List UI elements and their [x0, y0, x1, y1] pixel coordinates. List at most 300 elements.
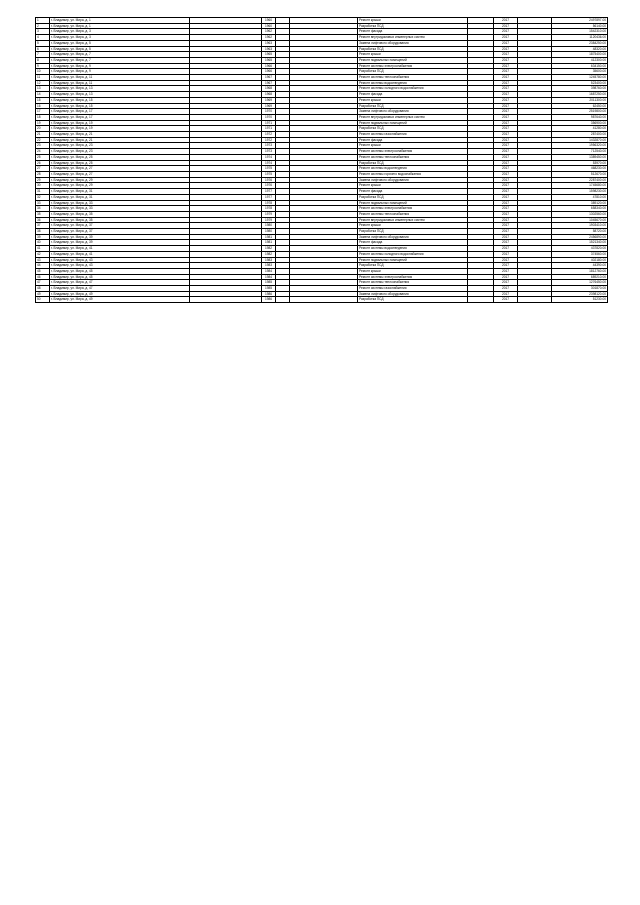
cost-cell: 1389450.00 [552, 154, 608, 160]
plan-year-cell: 2017 [494, 291, 518, 297]
address-cell: г. Владимир, ул. Мира, д. 15 [50, 97, 190, 103]
row-id-cell: 25 [36, 154, 50, 160]
address-cell: г. Владимир, ул. Мира, д. 35 [50, 217, 190, 223]
cost-cell: 1276450.00 [552, 280, 608, 286]
row-id-cell: 36 [36, 217, 50, 223]
row-id-cell: 47 [36, 280, 50, 286]
year-built-cell: 1985 [262, 280, 276, 286]
row-id-cell: 16 [36, 103, 50, 109]
cost-cell: 44390.00 [552, 263, 608, 269]
year-built-cell: 1965 [262, 57, 276, 63]
address-cell: г. Владимир, ул. Мира, д. 41 [50, 246, 190, 252]
work-type-cell: Замена лифтового оборудования [358, 291, 468, 297]
row-id-cell: 5 [36, 40, 50, 46]
year-built-cell: 1972 [262, 132, 276, 138]
cost-cell: 1120436.00 [552, 35, 608, 41]
year-built-cell: 1969 [262, 97, 276, 103]
cost-cell: 1245780.00 [552, 75, 608, 81]
address-cell: г. Владимир, ул. Мира, д. 7 [50, 52, 190, 58]
plan-year-cell: 2017 [494, 120, 518, 126]
plan-year-cell: 2017 [494, 18, 518, 24]
work-type-cell: Ремонт системы теплоснабжения [358, 75, 468, 81]
year-built-cell: 1980 [262, 229, 276, 235]
plan-year-cell: 2017 [494, 286, 518, 292]
cost-cell: 2287400.00 [552, 177, 608, 183]
year-built-cell: 1969 [262, 103, 276, 109]
year-built-cell: 1984 [262, 274, 276, 280]
row-id-cell: 2 [36, 23, 50, 29]
work-type-cell: Ремонт системы газоснабжения [358, 132, 468, 138]
address-cell: г. Владимир, ул. Мира, д. 17 [50, 109, 190, 115]
plan-year-cell: 2017 [494, 23, 518, 29]
address-cell: г. Владимир, ул. Мира, д. 27 [50, 171, 190, 177]
address-cell: г. Владимир, ул. Мира, д. 7 [50, 57, 190, 63]
cost-cell: 987640.00 [552, 114, 608, 120]
cost-cell: 1812760.00 [552, 268, 608, 274]
cost-cell: 1956320.00 [552, 143, 608, 149]
work-type-cell: Ремонт системы электроснабжения [358, 149, 468, 155]
plan-year-cell: 2017 [494, 229, 518, 235]
year-built-cell: 1979 [262, 217, 276, 223]
row-id-cell: 43 [36, 257, 50, 263]
row-id-cell: 38 [36, 229, 50, 235]
row-id-cell: 18 [36, 114, 50, 120]
empty-cell [276, 297, 290, 303]
year-built-cell: 1977 [262, 189, 276, 195]
address-cell: г. Владимир, ул. Мира, д. 19 [50, 120, 190, 126]
cost-cell: 1302560.00 [552, 211, 608, 217]
cost-cell: 437820.00 [552, 246, 608, 252]
row-id-cell: 9 [36, 63, 50, 69]
year-built-cell: 1976 [262, 177, 276, 183]
address-cell: г. Владимир, ул. Мира, д. 43 [50, 263, 190, 269]
row-id-cell: 49 [36, 291, 50, 297]
plan-year-cell: 2017 [494, 92, 518, 98]
work-type-cell: Замена лифтового оборудования [358, 109, 468, 115]
row-id-cell: 24 [36, 149, 50, 155]
plan-year-cell: 2017 [494, 160, 518, 166]
row-id-cell: 7 [36, 52, 50, 58]
row-id-cell: 48 [36, 286, 50, 292]
row-id-cell: 42 [36, 251, 50, 257]
work-type-cell: Разработка ПСД [358, 69, 468, 75]
cost-cell: 53970.00 [552, 160, 608, 166]
work-type-cell: Ремонт системы водоотведения [358, 246, 468, 252]
work-type-cell: Ремонт крыши [358, 223, 468, 229]
row-id-cell: 46 [36, 274, 50, 280]
plan-year-cell: 2017 [494, 246, 518, 252]
row-id-cell: 10 [36, 69, 50, 75]
work-type-cell: Разработка ПСД [358, 103, 468, 109]
work-type-cell: Замена лифтового оборудования [358, 40, 468, 46]
cost-cell: 1542310.00 [552, 29, 608, 35]
row-id-cell: 32 [36, 194, 50, 200]
work-type-cell: Ремонт крыши [358, 183, 468, 189]
plan-year-cell: 2017 [494, 183, 518, 189]
work-type-cell: Разработка ПСД [358, 23, 468, 29]
work-type-cell: Ремонт системы холодного водоснабжения [358, 86, 468, 92]
cost-cell: 47810.00 [552, 194, 608, 200]
cost-cell: 712540.00 [552, 149, 608, 155]
plan-year-cell: 2017 [494, 69, 518, 75]
year-built-cell: 1983 [262, 257, 276, 263]
year-built-cell: 1981 [262, 240, 276, 246]
repair-schedule-table [35, 17, 608, 303]
work-type-cell: Ремонт системы теплоснабжения [358, 280, 468, 286]
row-id-cell: 11 [36, 75, 50, 81]
year-built-cell: 1975 [262, 171, 276, 177]
empty-cell [190, 297, 262, 303]
plan-year-cell: 2017 [494, 86, 518, 92]
work-type-cell: Замена лифтового оборудования [358, 177, 468, 183]
plan-year-cell: 2017 [494, 257, 518, 263]
cost-cell: 1687250.00 [552, 92, 608, 98]
year-built-cell: 1963 [262, 40, 276, 46]
year-built-cell: 1965 [262, 52, 276, 58]
cost-cell: 1432870.00 [552, 137, 608, 143]
cost-cell: 1903410.00 [552, 223, 608, 229]
plan-year-cell: 2017 [494, 137, 518, 143]
work-type-cell: Ремонт подвальных помещений [358, 257, 468, 263]
address-cell: г. Владимир, ул. Мира, д. 1 [50, 23, 190, 29]
plan-year-cell: 2017 [494, 189, 518, 195]
work-type-cell: Ремонт подвальных помещений [358, 120, 468, 126]
work-type-cell: Ремонт системы электроснабжения [358, 206, 468, 212]
row-id-cell: 29 [36, 177, 50, 183]
year-built-cell: 1971 [262, 126, 276, 132]
work-type-cell: Ремонт системы горячего водоснабжения [358, 171, 468, 177]
cost-cell: 658340.00 [552, 206, 608, 212]
plan-year-cell: 2017 [494, 143, 518, 149]
address-cell: г. Владимир, ул. Мира, д. 21 [50, 137, 190, 143]
work-type-cell: Ремонт системы водоотведения [358, 80, 468, 86]
work-type-cell: Ремонт системы газоснабжения [358, 286, 468, 292]
work-type-cell: Ремонт фасада [358, 189, 468, 195]
row-id-cell: 6 [36, 46, 50, 52]
work-type-cell: Разработка ПСД [358, 263, 468, 269]
cost-cell: 1598230.00 [552, 189, 608, 195]
work-type-cell: Разработка ПСД [358, 126, 468, 132]
year-built-cell: 1962 [262, 29, 276, 35]
year-built-cell: 1986 [262, 297, 276, 303]
work-type-cell: Ремонт крыши [358, 143, 468, 149]
year-built-cell: 1985 [262, 286, 276, 292]
address-cell: г. Владимир, ул. Мира, д. 39 [50, 234, 190, 240]
year-built-cell: 1963 [262, 46, 276, 52]
plan-year-cell: 2017 [494, 223, 518, 229]
cost-cell: 412300.00 [552, 57, 608, 63]
address-cell: г. Владимир, ул. Мира, д. 11 [50, 75, 190, 81]
plan-year-cell: 2017 [494, 194, 518, 200]
work-type-cell: Ремонт внутридомовых инженерных систем [358, 114, 468, 120]
cost-cell: 374560.00 [552, 251, 608, 257]
cost-cell: 2456890.00 [552, 234, 608, 240]
address-cell: г. Владимир, ул. Мира, д. 49 [50, 291, 190, 297]
year-built-cell: 1962 [262, 35, 276, 41]
cost-cell: 41280.00 [552, 126, 608, 132]
work-type-cell: Ремонт крыши [358, 97, 468, 103]
row-id-cell: 3 [36, 29, 50, 35]
address-cell: г. Владимир, ул. Мира, д. 9 [50, 69, 190, 75]
year-built-cell: 1967 [262, 80, 276, 86]
row-id-cell: 26 [36, 160, 50, 166]
address-cell: г. Владимир, ул. Мира, д. 31 [50, 189, 190, 195]
address-cell: г. Владимир, ул. Мира, д. 35 [50, 211, 190, 217]
year-built-cell: 1981 [262, 234, 276, 240]
year-built-cell: 1976 [262, 183, 276, 189]
empty-cell [518, 297, 552, 303]
cost-cell: 2011300.00 [552, 97, 608, 103]
year-built-cell: 1979 [262, 211, 276, 217]
address-cell: г. Владимир, ул. Мира, д. 5 [50, 46, 190, 52]
address-cell: г. Владимир, ул. Мира, д. 47 [50, 286, 190, 292]
work-type-cell: Разработка ПСД [358, 160, 468, 166]
address-cell: г. Владимир, ул. Мира, д. 29 [50, 183, 190, 189]
plan-year-cell: 2017 [494, 171, 518, 177]
work-type-cell: Разработка ПСД [358, 229, 468, 235]
year-built-cell: 1984 [262, 268, 276, 274]
address-cell: г. Владимир, ул. Мира, д. 23 [50, 143, 190, 149]
row-id-cell: 27 [36, 166, 50, 172]
year-built-cell: 1980 [262, 223, 276, 229]
cost-cell: 56140.00 [552, 23, 608, 29]
plan-year-cell: 2017 [494, 132, 518, 138]
plan-year-cell: 2017 [494, 109, 518, 115]
cost-cell: 468230.00 [552, 166, 608, 172]
address-cell: г. Владимир, ул. Мира, д. 43 [50, 257, 190, 263]
cost-cell: 2519800.00 [552, 109, 608, 115]
plan-year-cell: 2017 [494, 211, 518, 217]
row-id-cell: 15 [36, 97, 50, 103]
address-cell: г. Владимир, ул. Мира, д. 13 [50, 86, 190, 92]
work-type-cell: Ремонт системы электроснабжения [358, 63, 468, 69]
work-type-cell: Ремонт внутридомовых инженерных систем [358, 217, 468, 223]
address-cell: г. Владимир, ул. Мира, д. 1 [50, 18, 190, 24]
cost-cell: 2384250.00 [552, 40, 608, 46]
address-cell: г. Владимир, ул. Мира, д. 13 [50, 92, 190, 98]
empty-cell [468, 297, 494, 303]
address-cell: г. Владимир, ул. Мира, д. 29 [50, 177, 190, 183]
work-type-cell: Разработка ПСД [358, 194, 468, 200]
cost-cell: 402180.00 [552, 257, 608, 263]
address-cell: г. Владимир, ул. Мира, д. 9 [50, 63, 190, 69]
work-type-cell: Ремонт крыши [358, 18, 468, 24]
year-built-cell: 1967 [262, 75, 276, 81]
year-built-cell: 1960 [262, 23, 276, 29]
plan-year-cell: 2017 [494, 154, 518, 160]
address-cell: г. Владимир, ул. Мира, д. 45 [50, 274, 190, 280]
work-type-cell: Ремонт системы электроснабжения [358, 274, 468, 280]
plan-year-cell: 2017 [494, 166, 518, 172]
work-type-cell: Разработка ПСД [358, 46, 468, 52]
year-built-cell: 1983 [262, 263, 276, 269]
cost-cell: 689210.00 [552, 274, 608, 280]
row-id-cell: 39 [36, 234, 50, 240]
empty-cell [290, 297, 358, 303]
plan-year-cell: 2017 [494, 46, 518, 52]
cost-cell: 523400.00 [552, 80, 608, 86]
plan-year-cell: 2017 [494, 297, 518, 303]
year-built-cell: 1970 [262, 114, 276, 120]
year-built-cell: 1972 [262, 137, 276, 143]
cost-cell: 51230.00 [552, 297, 608, 303]
year-built-cell: 1978 [262, 206, 276, 212]
year-built-cell: 1968 [262, 92, 276, 98]
row-id-cell: 28 [36, 171, 50, 177]
year-built-cell: 1978 [262, 200, 276, 206]
work-type-cell: Ремонт фасада [358, 137, 468, 143]
address-cell: г. Владимир, ул. Мира, д. 33 [50, 206, 190, 212]
work-type-cell: Ремонт фасада [358, 240, 468, 246]
row-id-cell: 31 [36, 189, 50, 195]
address-cell: г. Владимир, ул. Мира, д. 33 [50, 200, 190, 206]
row-id-cell: 50 [36, 297, 50, 303]
cost-cell: 1875400.00 [552, 52, 608, 58]
cost-cell: 2497897.00 [552, 18, 608, 24]
address-cell: г. Владимир, ул. Мира, д. 41 [50, 251, 190, 257]
row-id-cell: 23 [36, 143, 50, 149]
year-built-cell: 1975 [262, 166, 276, 172]
cost-cell: 1045670.00 [552, 217, 608, 223]
address-cell: г. Владимир, ул. Мира, д. 25 [50, 160, 190, 166]
plan-year-cell: 2017 [494, 251, 518, 257]
year-built-cell: 1966 [262, 63, 276, 69]
work-type-cell: Ремонт фасада [358, 29, 468, 35]
address-cell: г. Владимир, ул. Мира, д. 31 [50, 194, 190, 200]
row-id-cell: 19 [36, 120, 50, 126]
work-type-cell: Ремонт внутридомовых инженерных систем [358, 35, 468, 41]
address-cell: г. Владимир, ул. Мира, д. 25 [50, 154, 190, 160]
plan-year-cell: 2017 [494, 35, 518, 41]
plan-year-cell: 2017 [494, 63, 518, 69]
cost-cell: 301870.00 [552, 286, 608, 292]
cost-cell: 48320.00 [552, 46, 608, 52]
cost-cell: 512670.00 [552, 171, 608, 177]
year-built-cell: 1973 [262, 143, 276, 149]
row-id-cell: 1 [36, 18, 50, 24]
plan-year-cell: 2017 [494, 29, 518, 35]
address-cell: г. Владимир, ул. Мира, д. 23 [50, 149, 190, 155]
address-cell: г. Владимир, ул. Мира, д. 39 [50, 240, 190, 246]
row-id-cell: 22 [36, 137, 50, 143]
address-cell: г. Владимир, ул. Мира, д. 3 [50, 29, 190, 35]
year-built-cell: 1970 [262, 109, 276, 115]
cost-cell: 389120.00 [552, 200, 608, 206]
work-type-cell: Ремонт крыши [358, 52, 468, 58]
year-built-cell: 1973 [262, 149, 276, 155]
cost-cell: 1745680.00 [552, 183, 608, 189]
row-id-cell: 20 [36, 126, 50, 132]
row-id-cell: 12 [36, 80, 50, 86]
row-id-cell: 17 [36, 109, 50, 115]
work-type-cell: Ремонт подвальных помещений [358, 57, 468, 63]
cost-cell: 58720.00 [552, 229, 608, 235]
plan-year-cell: 2017 [494, 57, 518, 63]
address-cell: г. Владимир, ул. Мира, д. 27 [50, 166, 190, 172]
plan-year-cell: 2017 [494, 114, 518, 120]
year-built-cell: 1982 [262, 246, 276, 252]
cost-cell: 2398120.00 [552, 291, 608, 297]
row-id-cell: 37 [36, 223, 50, 229]
year-built-cell: 1982 [262, 251, 276, 257]
row-id-cell: 33 [36, 200, 50, 206]
work-type-cell: Ремонт фасада [358, 92, 468, 98]
plan-year-cell: 2017 [494, 97, 518, 103]
row-id-cell: 41 [36, 246, 50, 252]
plan-year-cell: 2017 [494, 40, 518, 46]
work-type-cell: Замена лифтового оборудования [358, 234, 468, 240]
work-type-cell: Разработка ПСД [358, 297, 468, 303]
work-type-cell: Ремонт системы водоотведения [358, 166, 468, 172]
year-built-cell: 1960 [262, 18, 276, 24]
cost-cell: 634150.00 [552, 63, 608, 69]
address-cell: г. Владимир, ул. Мира, д. 3 [50, 35, 190, 41]
address-cell: г. Владимир, ул. Мира, д. 45 [50, 268, 190, 274]
row-id-cell: 45 [36, 268, 50, 274]
year-built-cell: 1974 [262, 154, 276, 160]
plan-year-cell: 2017 [494, 80, 518, 86]
plan-year-cell: 2017 [494, 200, 518, 206]
cost-cell: 1521340.00 [552, 240, 608, 246]
address-cell: г. Владимир, ул. Мира, д. 5 [50, 40, 190, 46]
table-row [36, 297, 608, 303]
year-built-cell: 1977 [262, 194, 276, 200]
plan-year-cell: 2017 [494, 217, 518, 223]
plan-year-cell: 2017 [494, 280, 518, 286]
row-id-cell: 34 [36, 206, 50, 212]
cost-cell: 356900.00 [552, 120, 608, 126]
cost-cell: 398760.00 [552, 86, 608, 92]
work-type-cell: Ремонт системы холодного водоснабжения [358, 251, 468, 257]
work-type-cell: Ремонт системы теплоснабжения [358, 211, 468, 217]
cost-cell: 62450.00 [552, 103, 608, 109]
row-id-cell: 40 [36, 240, 50, 246]
year-built-cell: 1968 [262, 86, 276, 92]
plan-year-cell: 2017 [494, 126, 518, 132]
address-cell: г. Владимир, ул. Мира, д. 47 [50, 280, 190, 286]
row-id-cell: 35 [36, 211, 50, 217]
address-cell: г. Владимир, ул. Мира, д. 15 [50, 103, 190, 109]
year-built-cell: 1971 [262, 120, 276, 126]
plan-year-cell: 2017 [494, 268, 518, 274]
plan-year-cell: 2017 [494, 149, 518, 155]
work-type-cell: Ремонт системы теплоснабжения [358, 154, 468, 160]
plan-year-cell: 2017 [494, 75, 518, 81]
address-cell: г. Владимир, ул. Мира, д. 21 [50, 132, 190, 138]
cost-cell: 287400.00 [552, 132, 608, 138]
address-cell: г. Владимир, ул. Мира, д. 11 [50, 80, 190, 86]
address-cell: г. Владимир, ул. Мира, д. 17 [50, 114, 190, 120]
row-id-cell: 13 [36, 86, 50, 92]
year-built-cell: 1966 [262, 69, 276, 75]
plan-year-cell: 2017 [494, 177, 518, 183]
row-id-cell: 30 [36, 183, 50, 189]
cost-cell: 35600.00 [552, 69, 608, 75]
plan-year-cell: 2017 [494, 274, 518, 280]
plan-year-cell: 2017 [494, 103, 518, 109]
plan-year-cell: 2017 [494, 240, 518, 246]
plan-year-cell: 2017 [494, 52, 518, 58]
year-built-cell: 1974 [262, 160, 276, 166]
row-id-cell: 44 [36, 263, 50, 269]
work-type-cell: Ремонт крыши [358, 268, 468, 274]
address-cell: г. Владимир, ул. Мира, д. 37 [50, 223, 190, 229]
row-id-cell: 4 [36, 35, 50, 41]
address-cell: г. Владимир, ул. Мира, д. 37 [50, 229, 190, 235]
row-id-cell: 21 [36, 132, 50, 138]
row-id-cell: 8 [36, 57, 50, 63]
row-id-cell: 14 [36, 92, 50, 98]
